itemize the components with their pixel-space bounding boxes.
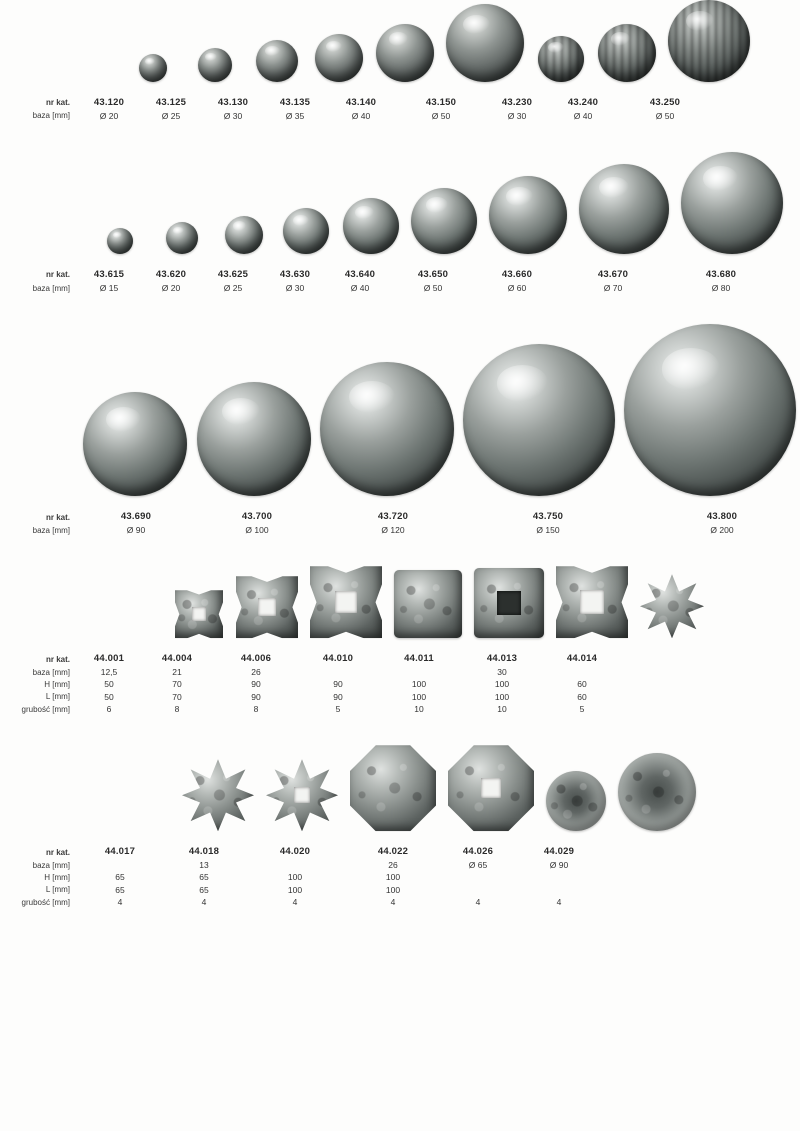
section-rosettes-2 xyxy=(0,745,800,938)
figure-cell xyxy=(308,34,370,82)
figure-row xyxy=(0,745,800,831)
catalog-number: 43.640 xyxy=(344,269,376,281)
spec-value: 10 xyxy=(414,703,424,714)
spec-value: 4 xyxy=(475,896,481,907)
spec-value: 90 xyxy=(333,691,343,702)
spec-row-label: baza [mm] xyxy=(32,525,70,535)
figure-cell xyxy=(592,24,662,82)
spec-value: 12,5 xyxy=(100,667,118,677)
product-image-43-140 xyxy=(376,24,434,82)
catalog-number: 43.690 xyxy=(120,511,152,523)
mounting-hole xyxy=(294,787,310,803)
spec-value: 10 xyxy=(497,703,507,714)
spacer xyxy=(0,294,800,324)
figure-cell xyxy=(151,222,213,254)
catalog-number: 44.010 xyxy=(322,653,354,665)
spec-row-label: baza [mm] xyxy=(32,283,70,293)
catalog-number: 43.650 xyxy=(417,269,449,281)
catalog-number: 43.800 xyxy=(706,511,738,523)
product-image-43-620 xyxy=(166,222,198,254)
figure-cell xyxy=(573,164,675,254)
spec-row-label: nr kat. xyxy=(45,847,70,857)
spec-value: 50 xyxy=(104,679,114,690)
spec-value: Ø 30 xyxy=(507,110,527,121)
catalog-number: 44.020 xyxy=(279,846,311,858)
product-image-44-014 xyxy=(640,574,704,638)
product-image-43-230 xyxy=(538,36,584,82)
figure-cell xyxy=(176,759,260,831)
spacer xyxy=(0,496,800,510)
spec-row-label: nr kat. xyxy=(45,270,70,280)
figure-cell xyxy=(192,382,316,496)
figure-cell xyxy=(315,362,458,496)
catalog-number: 44.014 xyxy=(566,653,598,665)
figure-cell xyxy=(370,24,440,82)
product-image-43-625 xyxy=(225,216,263,254)
spacer xyxy=(0,536,800,566)
mounting-hole xyxy=(580,590,604,614)
catalog-number: 44.006 xyxy=(240,653,272,665)
catalog-number: 43.125 xyxy=(155,97,187,108)
product-image-43-800 xyxy=(624,324,796,496)
product-image-43-120 xyxy=(139,54,167,82)
figure-cell xyxy=(483,176,573,254)
figure-cell xyxy=(89,228,151,254)
spec-value: 26 xyxy=(251,667,261,677)
spec-value: 65 xyxy=(199,872,209,883)
product-image-43-700 xyxy=(197,382,311,496)
spec-value: 5 xyxy=(579,703,585,714)
spacer xyxy=(0,908,800,938)
mounting-hole xyxy=(192,607,206,621)
figure-cell xyxy=(260,759,344,831)
spec-value: 70 xyxy=(172,679,182,690)
spec-value: 65 xyxy=(199,884,209,895)
spec-value: Ø 40 xyxy=(350,282,370,293)
figure-cell xyxy=(459,344,620,496)
catalog-number: 44.022 xyxy=(377,846,409,858)
spec-value: 65 xyxy=(115,884,125,895)
mounting-hole xyxy=(481,778,501,798)
spec-value: Ø 35 xyxy=(285,110,305,121)
product-image-44-017 xyxy=(182,759,254,831)
spec-row-label: L [mm] xyxy=(45,885,70,895)
spec-value: 90 xyxy=(251,691,261,702)
spec-value: Ø 40 xyxy=(573,110,593,121)
spec-row-label: grubość [mm] xyxy=(21,897,70,907)
product-image-44-011 xyxy=(474,568,544,638)
product-image-44-029 xyxy=(618,753,696,831)
spec-value: Ø 50 xyxy=(655,110,675,121)
figure-row xyxy=(0,152,800,254)
product-image-43-680 xyxy=(681,152,783,254)
product-image-43-650 xyxy=(411,188,477,254)
spec-table xyxy=(0,510,800,536)
product-image-44-026 xyxy=(546,771,606,831)
spec-row-label: grubość [mm] xyxy=(21,704,70,714)
figure-cell xyxy=(168,590,230,638)
spec-row-label: nr kat. xyxy=(45,98,70,108)
spec-value: Ø 80 xyxy=(711,282,731,293)
spec-value: 100 xyxy=(411,679,427,690)
figure-cell xyxy=(344,745,442,831)
figure-cell xyxy=(662,0,756,82)
catalog-number: 43.660 xyxy=(501,269,533,281)
catalog-number: 43.680 xyxy=(705,269,737,281)
product-image-44-018 xyxy=(266,759,338,831)
catalog-number: 44.004 xyxy=(161,653,193,665)
catalog-number: 44.018 xyxy=(188,846,220,858)
catalog-number: 43.720 xyxy=(377,511,409,523)
spec-value: 100 xyxy=(494,679,510,690)
spec-value: 4 xyxy=(117,896,123,907)
product-image-43-690 xyxy=(83,392,187,496)
mounting-hole xyxy=(258,598,276,616)
spec-value: 8 xyxy=(253,703,259,714)
figure-cell xyxy=(675,152,789,254)
spec-value: Ø 120 xyxy=(381,524,405,535)
product-image-44-020 xyxy=(350,745,436,831)
figure-row xyxy=(0,324,800,496)
spec-table xyxy=(0,268,800,294)
spec-value: Ø 20 xyxy=(161,282,181,293)
section-balls-hollow xyxy=(0,0,800,152)
catalog-number: 43.750 xyxy=(532,511,564,523)
spacer xyxy=(0,122,800,152)
spec-row-label: H [mm] xyxy=(44,679,70,689)
product-image-44-013 xyxy=(556,566,628,638)
figure-cell xyxy=(612,753,702,831)
figure-cell xyxy=(620,324,800,496)
product-image-43-240 xyxy=(598,24,656,82)
catalog-number: 43.120 xyxy=(93,97,125,108)
catalog-number: 43.240 xyxy=(567,97,599,108)
spec-value: Ø 15 xyxy=(99,282,119,293)
spec-row-label: nr kat. xyxy=(45,512,70,522)
product-image-44-010 xyxy=(394,570,462,638)
figure-cell xyxy=(230,576,304,638)
spec-value: 8 xyxy=(174,703,180,714)
spec-value: Ø 60 xyxy=(507,282,527,293)
mounting-hole xyxy=(497,591,521,615)
spec-value: Ø 40 xyxy=(351,110,371,121)
catalog-number: 43.250 xyxy=(649,97,681,108)
catalog-number: 43.150 xyxy=(425,97,457,108)
spec-value: Ø 90 xyxy=(126,524,146,535)
catalog-number: 43.700 xyxy=(241,511,273,523)
spacer xyxy=(0,831,800,845)
spec-value: Ø 200 xyxy=(710,524,734,535)
spec-row-label: baza [mm] xyxy=(32,667,70,677)
spec-value: 6 xyxy=(106,703,112,714)
figure-cell xyxy=(122,54,184,82)
figure-cell xyxy=(275,208,337,254)
spec-value: Ø 50 xyxy=(431,110,451,121)
spec-value: 4 xyxy=(390,896,396,907)
catalog-number: 44.017 xyxy=(104,846,136,858)
spec-value: Ø 90 xyxy=(549,860,569,871)
product-image-44-004 xyxy=(236,576,298,638)
figure-cell xyxy=(184,48,246,82)
mounting-hole xyxy=(335,591,357,613)
product-image-43-640 xyxy=(343,198,399,254)
figure-cell xyxy=(442,745,540,831)
spec-value: 100 xyxy=(494,691,510,702)
catalog-number: 43.230 xyxy=(501,97,533,108)
spec-value: 4 xyxy=(292,896,298,907)
spec-table xyxy=(0,845,800,908)
product-image-43-720 xyxy=(320,362,454,496)
figure-cell xyxy=(246,40,308,82)
spacer xyxy=(0,715,800,745)
spec-value: 60 xyxy=(577,691,587,702)
catalog-number: 43.135 xyxy=(279,97,311,108)
figure-cell xyxy=(388,570,468,638)
spec-row-label: baza [mm] xyxy=(32,860,70,870)
spec-value: 90 xyxy=(333,679,343,690)
spec-row-label: nr kat. xyxy=(45,654,70,664)
product-image-43-150 xyxy=(446,4,524,82)
spec-value: Ø 100 xyxy=(245,524,269,535)
figure-row xyxy=(0,0,800,82)
spec-row-label: baza [mm] xyxy=(32,111,70,121)
spec-value: Ø 20 xyxy=(99,110,119,121)
spec-value: Ø 25 xyxy=(223,282,243,293)
product-image-43-660 xyxy=(489,176,567,254)
spacer xyxy=(0,254,800,268)
spec-value: 60 xyxy=(577,679,587,690)
product-image-43-615 xyxy=(107,228,133,254)
catalog-number: 44.013 xyxy=(486,653,518,665)
spec-value: 4 xyxy=(201,896,207,907)
spec-value: 30 xyxy=(497,667,507,677)
spec-value: Ø 70 xyxy=(603,282,623,293)
figure-cell xyxy=(634,574,710,638)
figure-cell xyxy=(405,188,483,254)
figure-cell xyxy=(304,566,388,638)
figure-cell xyxy=(337,198,405,254)
catalog-number: 43.620 xyxy=(155,269,187,281)
figure-row xyxy=(0,566,800,638)
product-image-44-022 xyxy=(448,745,534,831)
spec-value: 50 xyxy=(104,691,114,702)
figure-cell xyxy=(78,392,192,496)
product-image-43-135 xyxy=(315,34,363,82)
spec-value: Ø 65 xyxy=(468,860,488,871)
spec-table xyxy=(0,96,800,122)
product-image-43-750 xyxy=(463,344,615,496)
catalog-number: 44.026 xyxy=(462,846,494,858)
catalog-number: 43.625 xyxy=(217,269,249,281)
figure-cell xyxy=(440,4,530,82)
spec-value: 90 xyxy=(251,679,261,690)
spec-value: 65 xyxy=(115,872,125,883)
figure-cell xyxy=(468,568,550,638)
product-image-44-001 xyxy=(175,590,223,638)
spec-value: 26 xyxy=(388,860,398,871)
spec-value: 13 xyxy=(199,860,209,871)
spec-value: Ø 30 xyxy=(285,282,305,293)
catalog-number: 43.130 xyxy=(217,97,249,108)
spec-row-label: H [mm] xyxy=(44,872,70,882)
catalog-number: 44.001 xyxy=(93,653,125,665)
figure-cell xyxy=(213,216,275,254)
spec-table xyxy=(0,652,800,715)
spec-value: 4 xyxy=(556,896,562,907)
product-image-44-006 xyxy=(310,566,382,638)
product-image-43-130 xyxy=(256,40,298,82)
section-balls-solid-small xyxy=(0,152,800,324)
figure-cell xyxy=(550,566,634,638)
spec-value: 100 xyxy=(385,884,401,895)
figure-cell xyxy=(540,771,612,831)
spec-value: 100 xyxy=(411,691,427,702)
spec-value: 100 xyxy=(287,884,303,895)
spec-value: 5 xyxy=(335,703,341,714)
spec-value: Ø 150 xyxy=(536,524,560,535)
spec-row-label: L [mm] xyxy=(45,692,70,702)
spec-value: Ø 50 xyxy=(423,282,443,293)
catalog-number: 43.615 xyxy=(93,269,125,281)
product-image-43-250 xyxy=(668,0,750,82)
spec-value: 21 xyxy=(172,667,182,677)
spec-value: 70 xyxy=(172,691,182,702)
spacer xyxy=(0,638,800,652)
catalog-number: 44.011 xyxy=(404,653,434,665)
product-image-43-670 xyxy=(579,164,669,254)
catalog-number: 43.140 xyxy=(345,97,377,108)
catalog-number: 43.630 xyxy=(279,269,311,281)
product-image-43-125 xyxy=(198,48,232,82)
spec-value: 100 xyxy=(287,872,303,883)
spec-value: Ø 25 xyxy=(161,110,181,121)
section-rosettes-1 xyxy=(0,566,800,745)
spec-value: 100 xyxy=(385,872,401,883)
section-balls-large xyxy=(0,324,800,566)
figure-cell xyxy=(530,36,592,82)
catalog-number: 43.670 xyxy=(597,269,629,281)
spacer xyxy=(0,82,800,96)
product-image-43-630 xyxy=(283,208,329,254)
spec-value: Ø 30 xyxy=(223,110,243,121)
catalog-number: 44.029 xyxy=(543,846,575,858)
